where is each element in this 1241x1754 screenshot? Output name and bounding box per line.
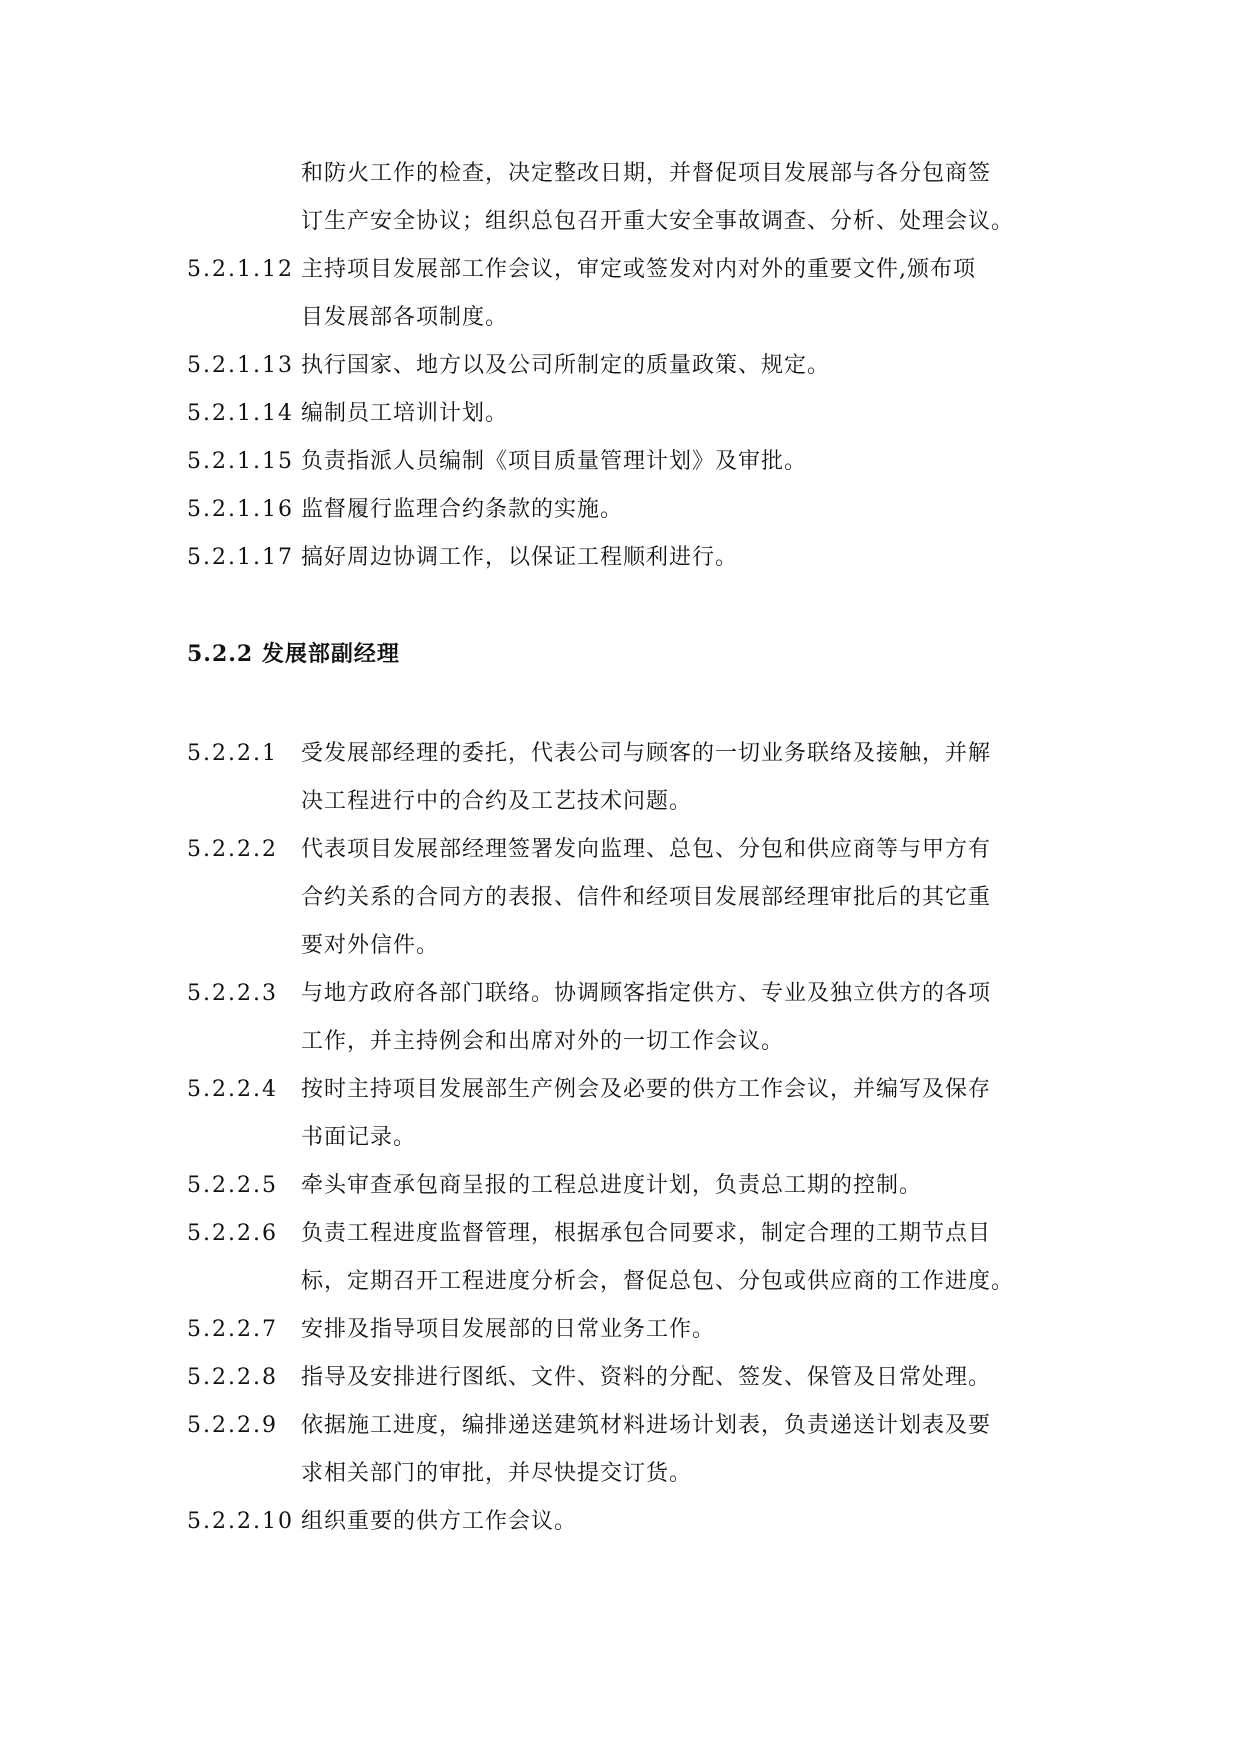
- item-number: 5.2.2.9: [187, 1413, 278, 1438]
- list-item: [187, 486, 1057, 534]
- item-number: 5.2.2.7: [187, 1317, 278, 1342]
- item-text: 书面记录。: [301, 1125, 417, 1150]
- paragraph-text: 订生产安全协议；组织总包召开重大安全事故调查、分析、处理会议。: [301, 209, 1015, 234]
- item-text: 组织重要的供方工作会议。: [301, 1509, 578, 1534]
- list-item-continuation: [187, 778, 1057, 826]
- list-item: [187, 534, 1057, 582]
- item-number: 5.2.1.12: [187, 257, 294, 282]
- list-item: [187, 438, 1057, 486]
- section-heading: 5.2.2 发展部副经理: [187, 641, 400, 667]
- item-number: 5.2.2.1: [187, 741, 278, 766]
- item-text: 执行国家、地方以及公司所制定的质量政策、规定。: [301, 353, 831, 378]
- item-number: 5.2.2.2: [187, 837, 278, 862]
- list-item: [187, 1162, 1057, 1210]
- item-text: 负责指派人员编制《项目质量管理计划》及审批。: [301, 449, 808, 474]
- spacer: [187, 678, 1057, 730]
- list-item: [187, 246, 1057, 294]
- item-text: 决工程进行中的合约及工艺技术问题。: [301, 789, 693, 814]
- item-number: 5.2.2.6: [187, 1221, 278, 1246]
- item-text: 搞好周边协调工作，以保证工程顺利进行。: [301, 545, 739, 570]
- list-item-continuation: [187, 1258, 1057, 1306]
- list-item: [187, 1498, 1057, 1546]
- item-text: 工作，并主持例会和出席对外的一切工作会议。: [301, 1029, 785, 1054]
- list-item: [187, 970, 1057, 1018]
- list-item-continuation: [187, 1018, 1057, 1066]
- item-number: 5.2.2.5: [187, 1173, 278, 1198]
- item-text: 安排及指导项目发展部的日常业务工作。: [301, 1317, 716, 1342]
- list-item: [187, 1354, 1057, 1402]
- item-text: 依据施工进度，编排递送建筑材料进场计划表，负责递送计划表及要: [301, 1413, 992, 1438]
- item-text: 监督履行监理合约条款的实施。: [301, 497, 624, 522]
- item-text: 主持项目发展部工作会议，审定或签发对内对外的重要文件,颁布项: [301, 257, 976, 282]
- item-number: 5.2.2.8: [187, 1365, 278, 1390]
- list-item: [187, 826, 1057, 874]
- continuation-line: [187, 198, 1057, 246]
- item-text: 要对外信件。: [301, 933, 440, 958]
- item-text: 按时主持项目发展部生产例会及必要的供方工作会议，并编写及保存: [301, 1077, 992, 1102]
- item-text: 合约关系的合同方的表报、信件和经项目发展部经理审批后的其它重: [301, 885, 992, 910]
- list-item-continuation: [187, 294, 1057, 342]
- item-number: 5.2.1.14: [187, 401, 294, 426]
- list-item-continuation: [187, 1450, 1057, 1498]
- item-number: 5.2.2.4: [187, 1077, 278, 1102]
- list-item-continuation: [187, 874, 1057, 922]
- list-item: [187, 390, 1057, 438]
- list-item: [187, 1210, 1057, 1258]
- list-item: [187, 342, 1057, 390]
- item-text: 目发展部各项制度。: [301, 305, 509, 330]
- paragraph-text: 和防火工作的检查，决定整改日期，并督促项目发展部与各分包商签: [301, 161, 992, 186]
- item-text: 代表项目发展部经理签署发向监理、总包、分包和供应商等与甲方有: [301, 837, 992, 862]
- item-text: 与地方政府各部门联络。协调顾客指定供方、专业及独立供方的各项: [301, 981, 992, 1006]
- item-text: 标，定期召开工程进度分析会，督促总包、分包或供应商的工作进度。: [301, 1269, 1015, 1294]
- list-item: [187, 1306, 1057, 1354]
- continuation-line: [187, 150, 1057, 198]
- spacer: [187, 582, 1057, 630]
- item-number: 5.2.2.10: [187, 1509, 294, 1534]
- item-text: 指导及安排进行图纸、文件、资料的分配、签发、保管及日常处理。: [301, 1365, 992, 1390]
- item-number: 5.2.1.15: [187, 449, 294, 474]
- item-number: 5.2.1.13: [187, 353, 294, 378]
- item-text: 求相关部门的审批，并尽快提交订货。: [301, 1461, 693, 1486]
- item-text: 牵头审查承包商呈报的工程总进度计划，负责总工期的控制。: [301, 1173, 923, 1198]
- item-number: 5.2.1.17: [187, 545, 294, 570]
- item-number: 5.2.1.16: [187, 497, 294, 522]
- list-item-continuation: [187, 1114, 1057, 1162]
- list-item: [187, 730, 1057, 778]
- item-text: 受发展部经理的委托，代表公司与顾客的一切业务联络及接触，并解: [301, 741, 992, 766]
- document-body: [187, 150, 1057, 1546]
- item-text: 编制员工培训计划。: [301, 401, 509, 426]
- item-number: 5.2.2.3: [187, 981, 278, 1006]
- list-item: [187, 1066, 1057, 1114]
- list-item: [187, 1402, 1057, 1450]
- list-item-continuation: [187, 922, 1057, 970]
- item-text: 负责工程进度监督管理，根据承包合同要求，制定合理的工期节点目: [301, 1221, 992, 1246]
